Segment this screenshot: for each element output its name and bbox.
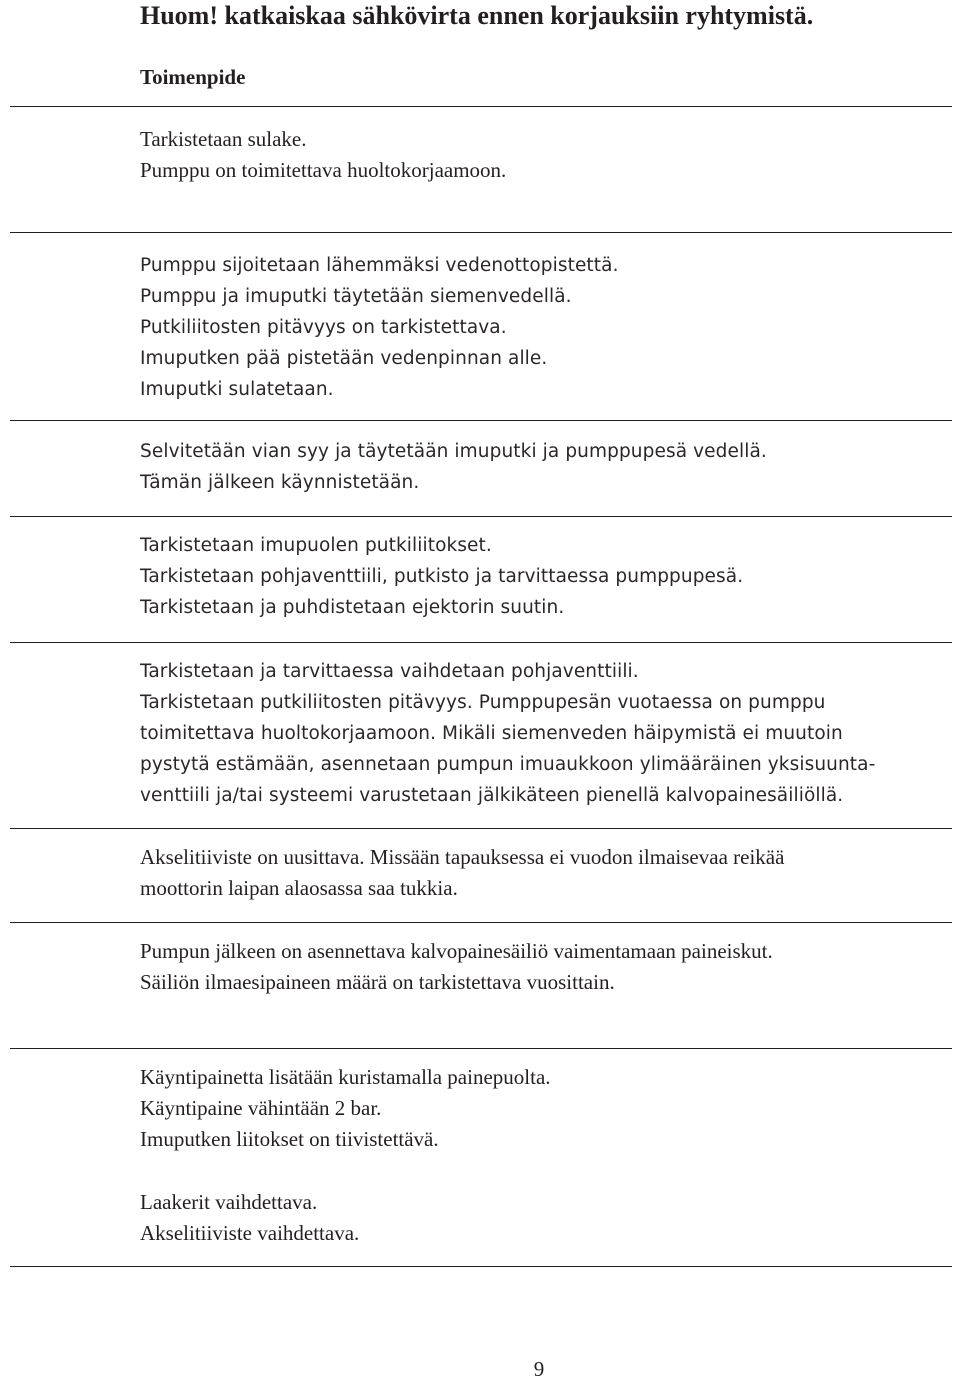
text-line: Pumppu sijoitetaan lähemmäksi vedenottopistettä. xyxy=(140,255,619,276)
divider xyxy=(10,106,952,107)
warning-title: Huom! katkaiskaa sähkövirta ennen korjauksiin ryhtymistä. xyxy=(140,1,814,30)
text-line: Käyntipainetta lisätään kuristamalla painepuolta. xyxy=(140,1065,551,1089)
divider xyxy=(10,232,952,233)
text-line: Laakerit vaihdettava. xyxy=(140,1190,318,1214)
text-line: Pumppu on toimitettava huoltokorjaamoon. xyxy=(140,158,507,182)
section-7 xyxy=(140,936,954,998)
text-line: Tämän jälkeen käynnistetään. xyxy=(140,472,420,493)
text-line: Pumppu ja imuputki täytetään siemenvedellä. xyxy=(140,286,572,307)
section-5 xyxy=(140,656,954,811)
text-line: venttiili ja/tai systeemi varustetaan jälkikäteen pienellä kalvopainesäiliöllä. xyxy=(140,785,844,806)
text-line: Käyntipaine vähintään 2 bar. xyxy=(140,1096,382,1120)
section-3 xyxy=(140,436,954,498)
text-line: Tarkistetaan putkiliitosten pitävyys. Pumppupesän vuotaessa on pumppu xyxy=(140,692,826,713)
text-line: Säiliön ilmaesipaineen määrä on tarkistettava vuosittain. xyxy=(140,970,615,994)
text-line: Tarkistetaan sulake. xyxy=(140,127,307,151)
text-line: Imuputken pää pistetään vedenpinnan alle. xyxy=(140,348,548,369)
divider xyxy=(10,642,952,643)
divider xyxy=(10,828,952,829)
text-line: pystytä estämään, asennetaan pumpun imuaukkoon ylimääräinen yksisuunta- xyxy=(140,754,876,775)
page-number: 9 xyxy=(533,1357,545,1381)
text-line: Imuputken liitokset on tiivistettävä. xyxy=(140,1127,439,1151)
text-line: moottorin laipan alaosassa saa tukkia. xyxy=(140,876,458,900)
text-line: Imuputki sulatetaan. xyxy=(140,379,334,400)
section-6 xyxy=(140,842,954,904)
divider xyxy=(10,420,952,421)
text-line: Akselitiiviste vaihdettava. xyxy=(140,1221,360,1245)
section-2 xyxy=(140,250,954,405)
section-4 xyxy=(140,530,954,623)
divider xyxy=(10,516,952,517)
column-heading: Toimenpide xyxy=(140,65,246,89)
section-8 xyxy=(140,1062,954,1155)
text-line: Akselitiiviste on uusittava. Missään tapauksessa ei vuodon ilmaisevaa reikää xyxy=(140,845,785,869)
text-line: Selvitetään vian syy ja täytetään imuputki ja pumppupesä vedellä. xyxy=(140,441,767,462)
divider xyxy=(10,922,952,923)
text-line: Tarkistetaan ja puhdistetaan ejektorin suutin. xyxy=(140,597,565,618)
text-line: toimitettava huoltokorjaamoon. Mikäli siemenveden häipymistä ei muutoin xyxy=(140,723,843,744)
text-line: Tarkistetaan imupuolen putkiliitokset. xyxy=(140,535,492,556)
text-line: Pumpun jälkeen on asennettava kalvopainesäiliö vaimentamaan paineiskut. xyxy=(140,939,773,963)
section-9 xyxy=(140,1187,954,1249)
text-line: Putkiliitosten pitävyys on tarkistettava. xyxy=(140,317,507,338)
text-line: Tarkistetaan ja tarvittaessa vaihdetaan pohjaventtiili. xyxy=(140,661,639,682)
section-1 xyxy=(140,124,954,186)
text-line: Tarkistetaan pohjaventtiili, putkisto ja tarvittaessa pumppupesä. xyxy=(140,566,744,587)
divider xyxy=(10,1266,952,1267)
divider xyxy=(10,1048,952,1049)
